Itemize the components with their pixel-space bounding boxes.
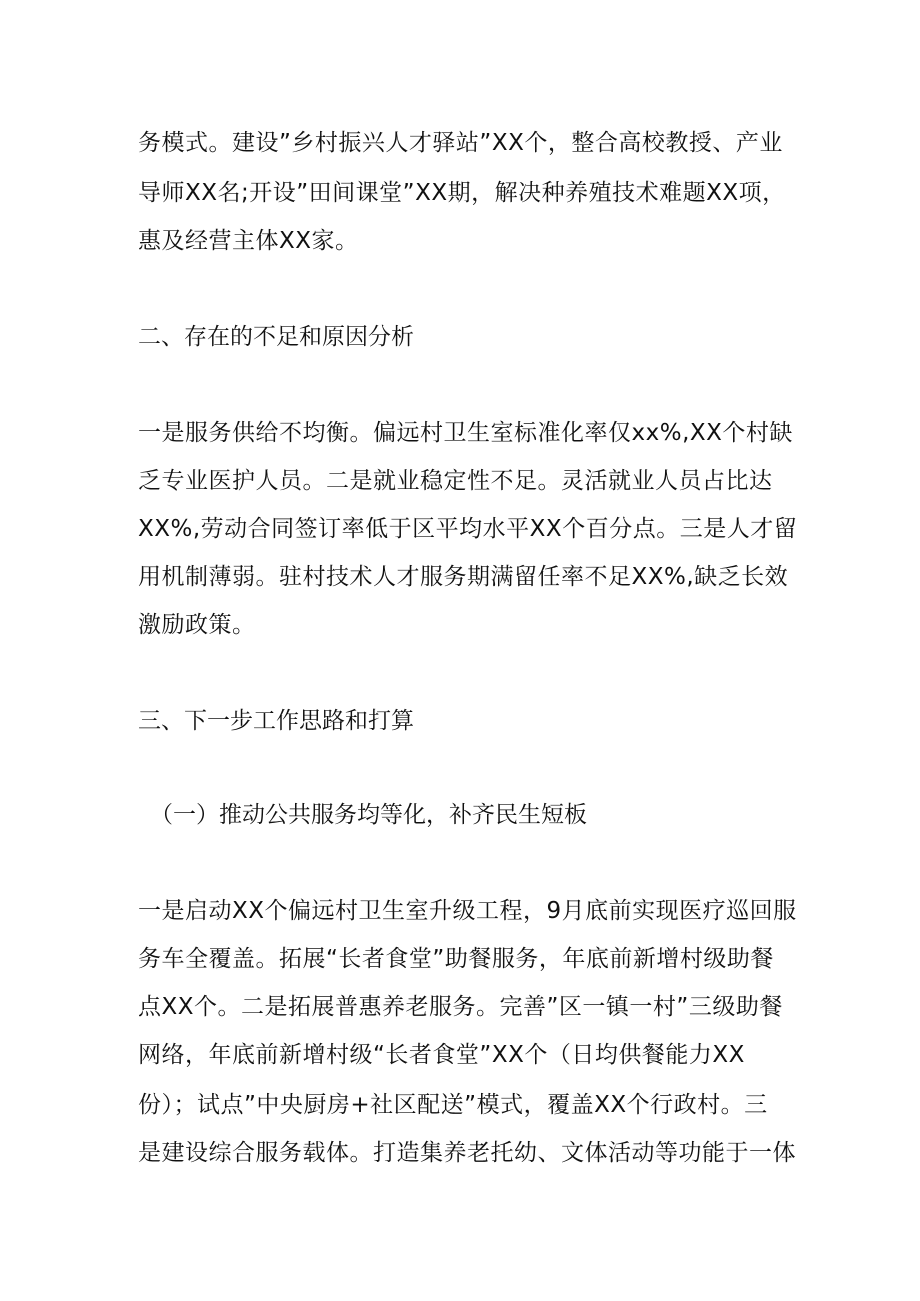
paragraph-3-line-6: 是建设综合服务载体。打造集养老托幼、文体活动等功能于一体	[138, 1140, 796, 1166]
section-heading-3: 三、下一步工作思路和打算	[138, 708, 414, 734]
paragraph-1-line-3: 惠及经营主体XX家。	[138, 228, 359, 254]
paragraph-3-line-3: 点XX个。二是拓展普惠养老服务。完善”区一镇一村”三级助餐	[138, 994, 783, 1020]
subsection-heading-1: （一）推动公共服务均等化，补齐民生短板	[150, 802, 587, 828]
paragraph-2-line-5: 激励政策。	[138, 612, 256, 638]
paragraph-1-line-1: 务模式。建设”乡村振兴人才驿站”XX个，整合高校教授、产业	[138, 130, 783, 156]
paragraph-2-line-3: XX%,劳动合同签订率低于区平均水平XX个百分点。三是人才留	[138, 516, 798, 542]
paragraph-3-line-5: 份）；试点”中央厨房+社区配送”模式，覆盖XX个行政村。三	[138, 1092, 768, 1118]
section-heading-2: 二、存在的不足和原因分析	[138, 324, 414, 350]
paragraph-2-line-2: 乏专业医护人员。二是就业稳定性不足。灵活就业人员占比达	[138, 468, 773, 494]
paragraph-1-line-2: 导师XX名;开设”田间课堂”XX期，解决种养殖技术难题XX项，	[138, 180, 786, 206]
paragraph-2-line-1: 一是服务供给不均衡。偏远村卫生室标准化率仅xx%,XX个村缺	[138, 420, 793, 446]
paragraph-3-line-1: 一是启动XX个偏远村卫生室升级工程，9月底前实现医疗巡回服	[138, 898, 797, 924]
paragraph-2-line-4: 用机制薄弱。驻村技术人才服务期满留任率不足XX%,缺乏长效	[138, 564, 789, 590]
paragraph-3-line-2: 务车全覆盖。拓展“长者食堂”助餐服务，年底前新增村级助餐	[138, 946, 774, 972]
paragraph-3-line-4: 网络，年底前新增村级“长者食堂”XX个（日均供餐能力XX	[138, 1042, 745, 1068]
